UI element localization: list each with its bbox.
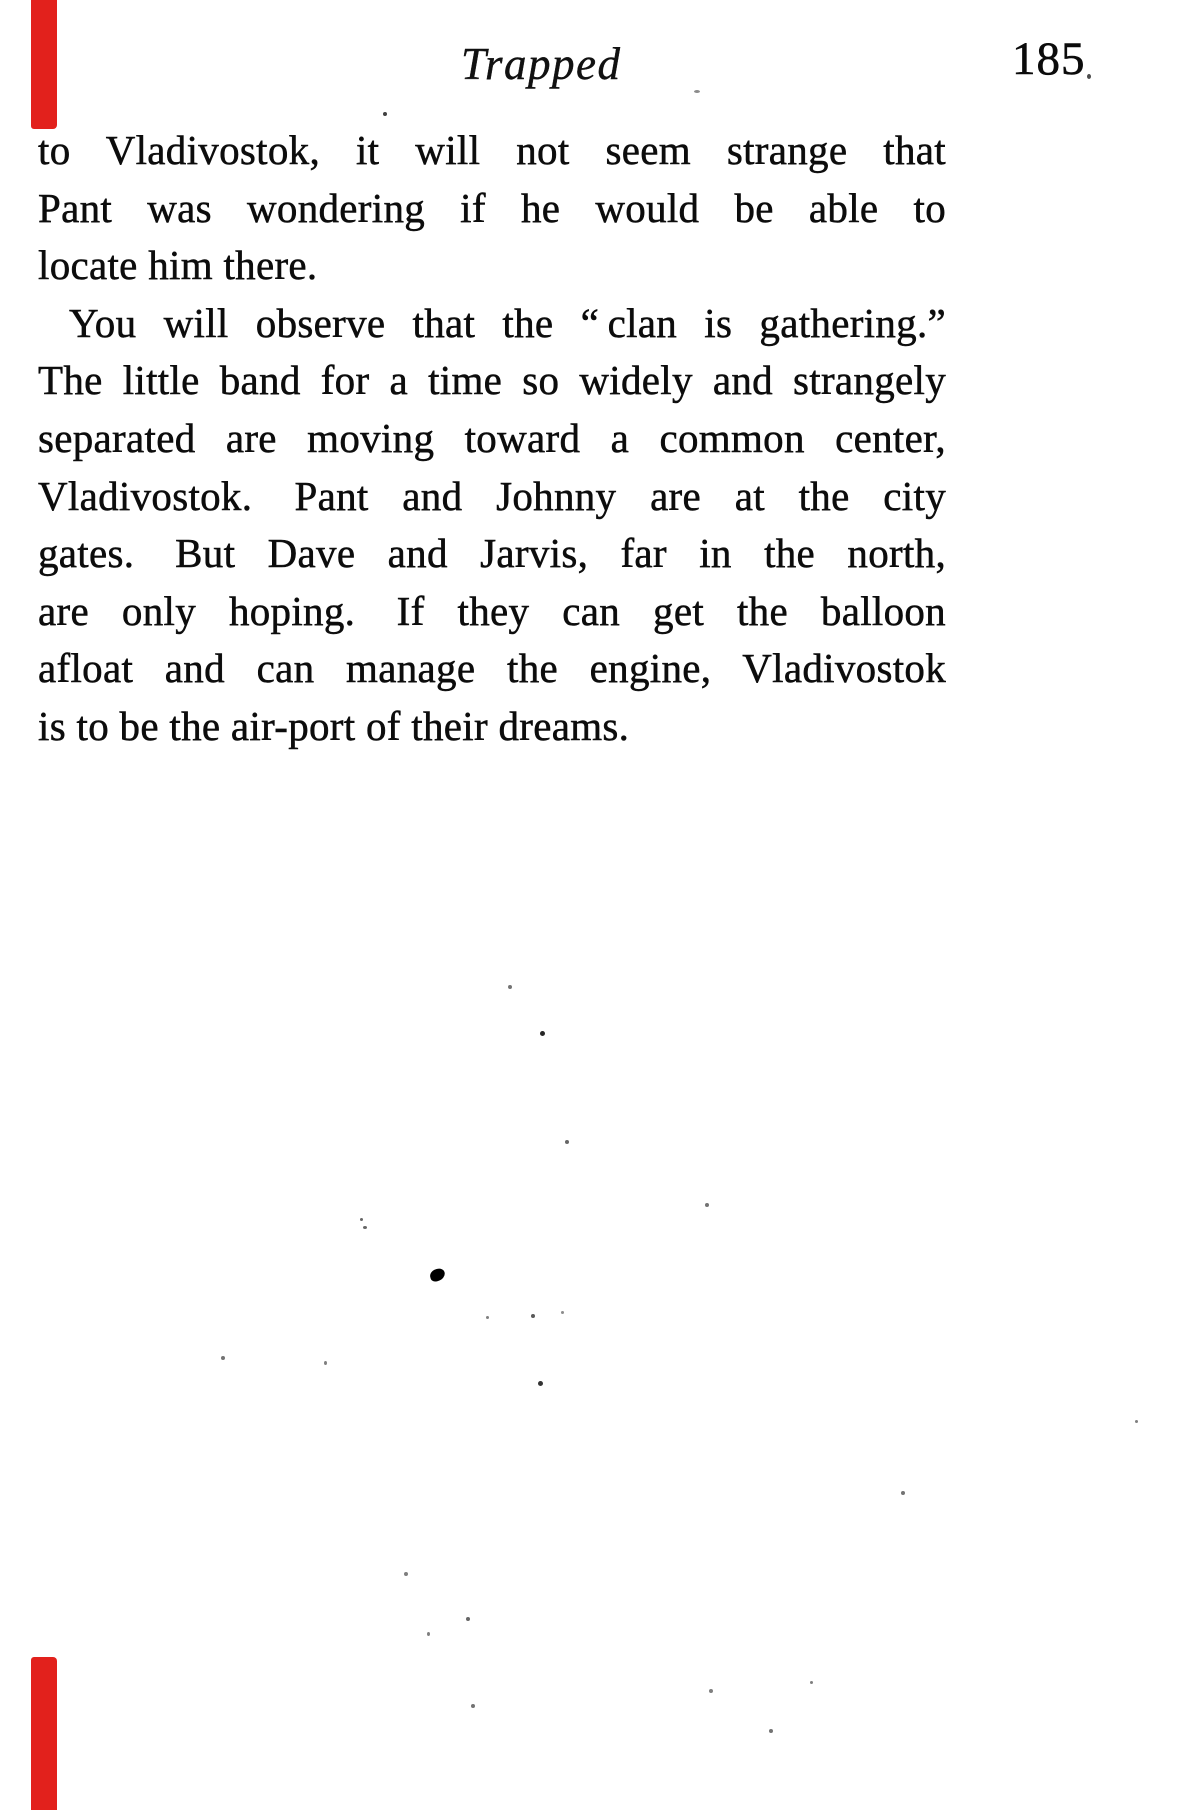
text-line: are only hoping. If they can get the balloon xyxy=(38,587,946,634)
scan-speck xyxy=(540,1031,545,1036)
running-head xyxy=(0,33,1193,106)
text-line: You will observe that the “ clan is gathering.” xyxy=(69,299,946,346)
scan-speck xyxy=(531,1314,535,1318)
text-line: Pant was wondering if he would be able to xyxy=(38,184,946,231)
text-line: Vladivostok. Pant and Johnny are at the city xyxy=(38,472,946,519)
scan-speck xyxy=(1135,1420,1138,1423)
scan-speck xyxy=(508,985,512,989)
text-line: The little band for a time so widely and strangely xyxy=(38,357,946,404)
scan-speck xyxy=(565,1140,569,1144)
ink-blotch xyxy=(429,1267,446,1282)
scan-speck xyxy=(486,1316,489,1319)
scan-speck xyxy=(363,1226,367,1229)
scan-speck xyxy=(383,112,387,116)
scan-speck xyxy=(1087,74,1091,79)
scan-speck xyxy=(360,1218,363,1221)
chapter-title: Trapped xyxy=(461,39,622,89)
scan-speck xyxy=(709,1689,713,1693)
scan-edge-artifact xyxy=(31,1657,57,1810)
text-line: is to be the air-port of their dreams. xyxy=(38,702,630,749)
scan-speck xyxy=(427,1632,430,1636)
text-line: gates. But Dave and Jarvis, far in the north, xyxy=(38,530,946,577)
scan-speck xyxy=(561,1311,564,1314)
scan-speck xyxy=(705,1203,709,1207)
scan-speck xyxy=(221,1356,225,1360)
page-number: 185 xyxy=(1012,33,1086,85)
text-line: separated are moving toward a common center, xyxy=(38,414,946,461)
scan-speck xyxy=(901,1491,905,1495)
scan-speck xyxy=(694,90,700,93)
scan-speck xyxy=(471,1704,475,1708)
scan-speck xyxy=(769,1729,773,1733)
scan-speck xyxy=(404,1572,408,1576)
scan-speck xyxy=(466,1617,470,1621)
text-line: to Vladivostok, it will not seem strange that xyxy=(38,127,946,173)
scan-speck xyxy=(538,1381,543,1386)
scan-speck xyxy=(810,1681,813,1684)
text-line: afloat and can manage the engine, Vladivostok xyxy=(38,645,946,692)
scan-speck xyxy=(324,1361,327,1365)
text-line: locate him there. xyxy=(38,242,318,289)
body-text xyxy=(38,122,946,756)
